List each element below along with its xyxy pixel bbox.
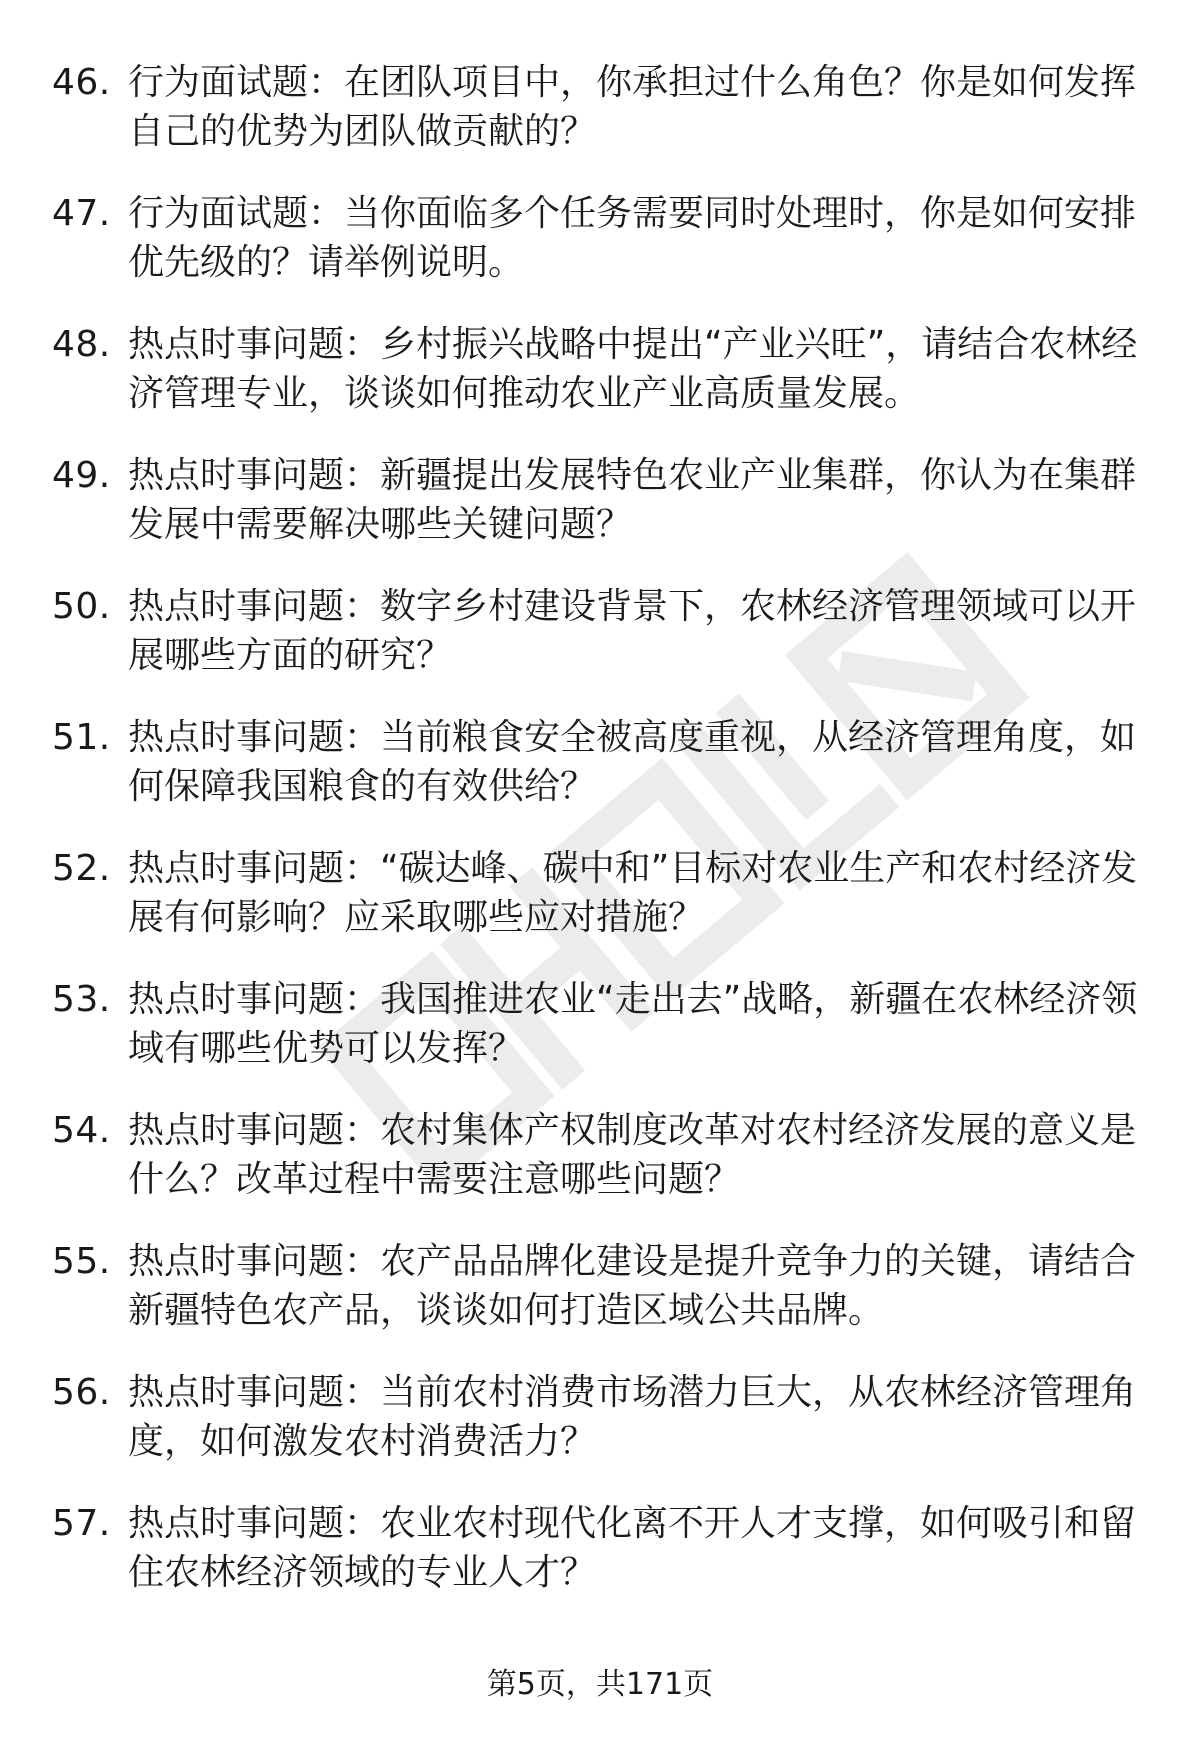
list-item [52, 58, 1152, 189]
question-number: 49. [52, 455, 111, 496]
question-text: 热点时事问题：“碳达峰、碳中和”目标对农业生产和农村经济发展有何影响？应采取哪些应对措施？ [128, 848, 1138, 938]
list-item [52, 713, 1152, 844]
list-item [52, 1499, 1152, 1630]
question-text: 热点时事问题：农村集体产权制度改革对农村经济发展的意义是什么？改革过程中需要注意哪些问题？ [128, 1110, 1137, 1200]
question-text: 热点时事问题：新疆提出发展特色农业产业集群，你认为在集群发展中需要解决哪些关键问题？ [128, 455, 1137, 545]
question-number: 54. [52, 1110, 111, 1151]
list-item [52, 582, 1152, 713]
list-item [52, 1106, 1152, 1237]
list-item [52, 189, 1152, 320]
question-list [52, 58, 1152, 1630]
list-item [52, 320, 1152, 451]
question-number: 56. [52, 1372, 111, 1413]
question-text: 热点时事问题：我国推进农业“走出去”战略，新疆在农林经济领域有哪些优势可以发挥？ [128, 979, 1138, 1069]
question-number: 50. [52, 586, 111, 627]
question-text: 热点时事问题：农产品品牌化建设是提升竞争力的关键，请结合新疆特色农产品，谈谈如何打造区域公共品牌。 [128, 1241, 1137, 1331]
list-item [52, 844, 1152, 975]
question-number: 52. [52, 848, 111, 889]
list-item [52, 1368, 1152, 1499]
list-item [52, 1237, 1152, 1368]
page-number-footer: 第5页，共171页 [486, 1667, 714, 1702]
list-item [52, 975, 1152, 1106]
question-text: 热点时事问题：当前粮食安全被高度重视，从经济管理角度，如何保障我国粮食的有效供给？ [128, 717, 1137, 807]
question-text: 行为面试题：当你面临多个任务需要同时处理时，你是如何安排优先级的？请举例说明。 [128, 193, 1137, 283]
question-number: 46. [52, 62, 111, 103]
question-text: 热点时事问题：乡村振兴战略中提出“产业兴旺”，请结合农林经济管理专业，谈谈如何推动农业产业高质量发展。 [128, 324, 1138, 414]
question-number: 55. [52, 1241, 111, 1282]
question-number: 51. [52, 717, 111, 758]
question-number: 48. [52, 324, 111, 365]
list-item [52, 451, 1152, 582]
question-number: 53. [52, 979, 111, 1020]
question-number: 47. [52, 193, 111, 234]
question-text: 热点时事问题：当前农村消费市场潜力巨大，从农林经济管理角度，如何激发农村消费活力？ [128, 1372, 1137, 1462]
question-text: 热点时事问题：数字乡村建设背景下，农林经济管理领域可以开展哪些方面的研究？ [128, 586, 1137, 676]
question-number: 57. [52, 1503, 111, 1544]
question-text: 热点时事问题：农业农村现代化离不开人才支撑，如何吸引和留住农林经济领域的专业人才？ [128, 1503, 1137, 1593]
question-text: 行为面试题：在团队项目中，你承担过什么角色？你是如何发挥自己的优势为团队做贡献的？ [128, 62, 1137, 152]
